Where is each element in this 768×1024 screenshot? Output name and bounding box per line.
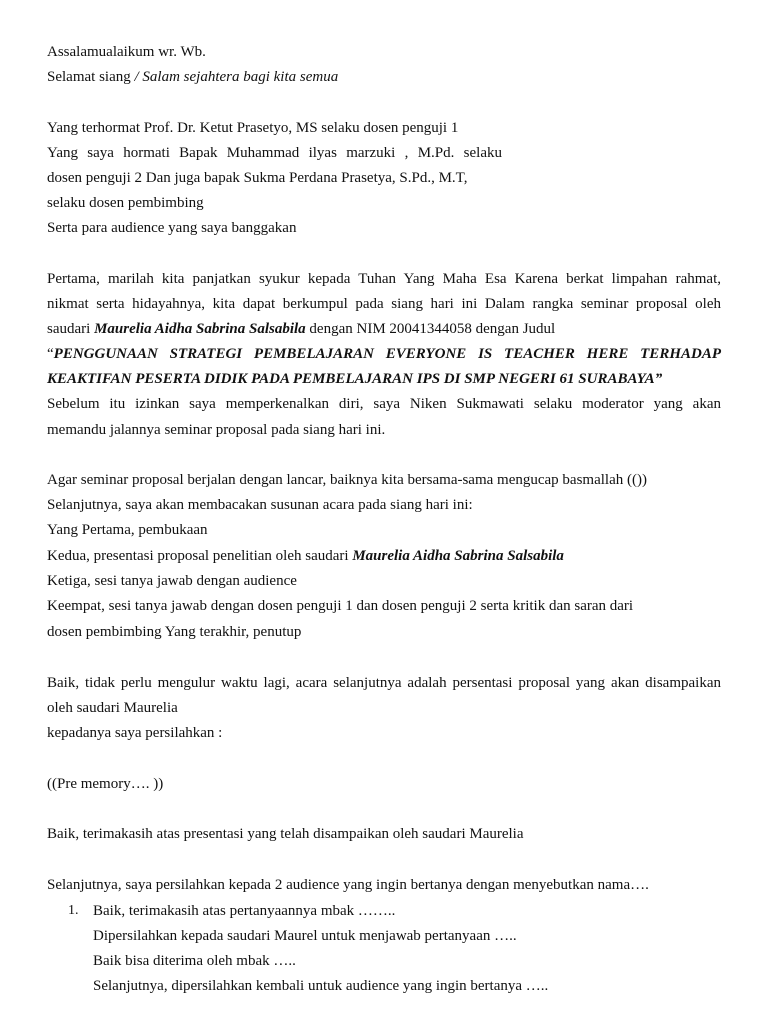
- agenda-text: Agar seminar proposal berjalan dengan lancar, baiknya kita bersama-sama mengucap basmallah (()): [47, 472, 647, 488]
- qa-item-text: Baik bisa diterima oleh mbak …..: [93, 953, 296, 969]
- greeting-line-2: [47, 67, 338, 87]
- thanks-line: [47, 824, 524, 844]
- opening-line-2: nikmat serta hidayahnya, kita dapat berkumpul pada siang hari ini Dalam rangka seminar proposal oleh: [47, 296, 721, 312]
- qa-list-item: [93, 901, 395, 921]
- proposal-title-text: PENGGUNAAN STRATEGI PEMBELAJARAN EVERYONE IS TEACHER HERE TERHADAP: [53, 346, 721, 362]
- opening-text: saudari: [47, 321, 95, 337]
- opening-line-1: Pertama, marilah kita panjatkan syukur kepada Tuhan Yang Maha Esa Karena berkat limpahan rahmat,: [47, 271, 721, 287]
- greeting-text: Assalamualaikum wr. Wb.: [47, 44, 206, 60]
- presentation-text: oleh saudari Maurelia: [47, 700, 178, 716]
- qa-list-item: [93, 976, 548, 996]
- opening-line-7: [47, 420, 385, 440]
- opening-line-6: Sebelum itu izinkan saya memperkenalkan diri, saya Niken Sukmawati selaku moderator yang akan: [47, 396, 721, 412]
- opening-text: dengan NIM 20041344058 dengan Judul: [305, 321, 556, 337]
- honor-line-1: [47, 118, 458, 138]
- qa-item-text: Selanjutnya, dipersilahkan kembali untuk audience yang ingin bertanya …..: [93, 978, 549, 994]
- honor-line-4: [47, 193, 204, 213]
- agenda-line-6: [47, 596, 633, 616]
- qa-item-text: Baik, terimakasih atas pertanyaannya mbak ……..: [93, 903, 396, 919]
- agenda-line-1: [47, 470, 647, 490]
- pre-memory-line: [47, 774, 163, 794]
- agenda-line-5: [47, 571, 297, 591]
- agenda-text: Selanjutnya, saya akan membacakan susunan acara pada siang hari ini:: [47, 497, 473, 513]
- honor-text: selaku dosen pembimbing: [47, 195, 204, 211]
- opening-text: memandu jalannya seminar proposal pada siang hari ini.: [47, 422, 386, 438]
- honor-text: Serta para audience yang saya banggakan: [47, 220, 297, 236]
- agenda-text: Kedua, presentasi proposal penelitian oleh saudari: [47, 548, 353, 564]
- pre-memory-text: ((Pre memory…. )): [47, 776, 164, 792]
- presentation-line-1: Baik, tidak perlu mengulur waktu lagi, acara selanjutnya adalah persentasi proposal yang akan disampaikan: [47, 675, 721, 691]
- agenda-line-4: [47, 546, 564, 566]
- honor-text: Yang terhormat Prof. Dr. Ketut Prasetyo, MS selaku dosen penguji 1: [47, 120, 459, 136]
- agenda-text: Ketiga, sesi tanya jawab dengan audience: [47, 573, 297, 589]
- proposal-title-text: KEAKTIFAN PESERTA DIDIK PADA PEMBELAJARAN IPS DI SMP NEGERI 61 SURABAYA”: [47, 371, 663, 387]
- agenda-line-7: [47, 622, 301, 642]
- qa-list-item: [93, 926, 517, 946]
- opening-line-3: [47, 319, 555, 339]
- presenter-name: Maurelia Aidha Sabrina Salsabila: [352, 548, 564, 564]
- honor-line-3: [47, 168, 467, 188]
- title-open-quote: “: [47, 346, 54, 362]
- proposal-title-line-2: [47, 369, 662, 389]
- qa-intro-text: Selanjutnya, saya persilahkan kepada 2 audience yang ingin bertanya dengan menyebutkan nama….: [47, 877, 649, 893]
- honor-text: dosen penguji 2 Dan juga bapak Sukma Perdana Prasetya, S.Pd., M.T,: [47, 170, 468, 186]
- greeting-italic-text: / Salam sejahtera bagi kita semua: [134, 69, 339, 85]
- presentation-line-2: [47, 698, 178, 718]
- qa-intro-line: [47, 875, 649, 895]
- agenda-line-3: [47, 520, 208, 540]
- thanks-text: Baik, terimakasih atas presentasi yang telah disampaikan oleh saudari Maurelia: [47, 826, 524, 842]
- presenter-name: Maurelia Aidha Sabrina Salsabila: [94, 321, 306, 337]
- agenda-text: Yang Pertama, pembukaan: [47, 522, 208, 538]
- greeting-line-1: [47, 42, 206, 62]
- greeting-plain-text: Selamat siang: [47, 69, 135, 85]
- proposal-title-line-1: [47, 344, 721, 364]
- agenda-text: Keempat, sesi tanya jawab dengan dosen penguji 1 dan dosen penguji 2 serta kritik dan saran dari: [47, 598, 634, 614]
- list-number: 1.: [68, 903, 79, 918]
- presentation-line-3: [47, 723, 222, 743]
- agenda-line-2: [47, 495, 473, 515]
- honor-line-2: Yang saya hormati Bapak Muhammad ilyas marzuki , M.Pd. selaku: [47, 145, 502, 161]
- presentation-text: kepadanya saya persilahkan :: [47, 725, 223, 741]
- qa-item-text: Dipersilahkan kepada saudari Maurel untuk menjawab pertanyaan …..: [93, 928, 517, 944]
- honor-line-5: [47, 218, 296, 238]
- qa-list-item: [93, 951, 296, 971]
- agenda-text: dosen pembimbing Yang terakhir, penutup: [47, 624, 302, 640]
